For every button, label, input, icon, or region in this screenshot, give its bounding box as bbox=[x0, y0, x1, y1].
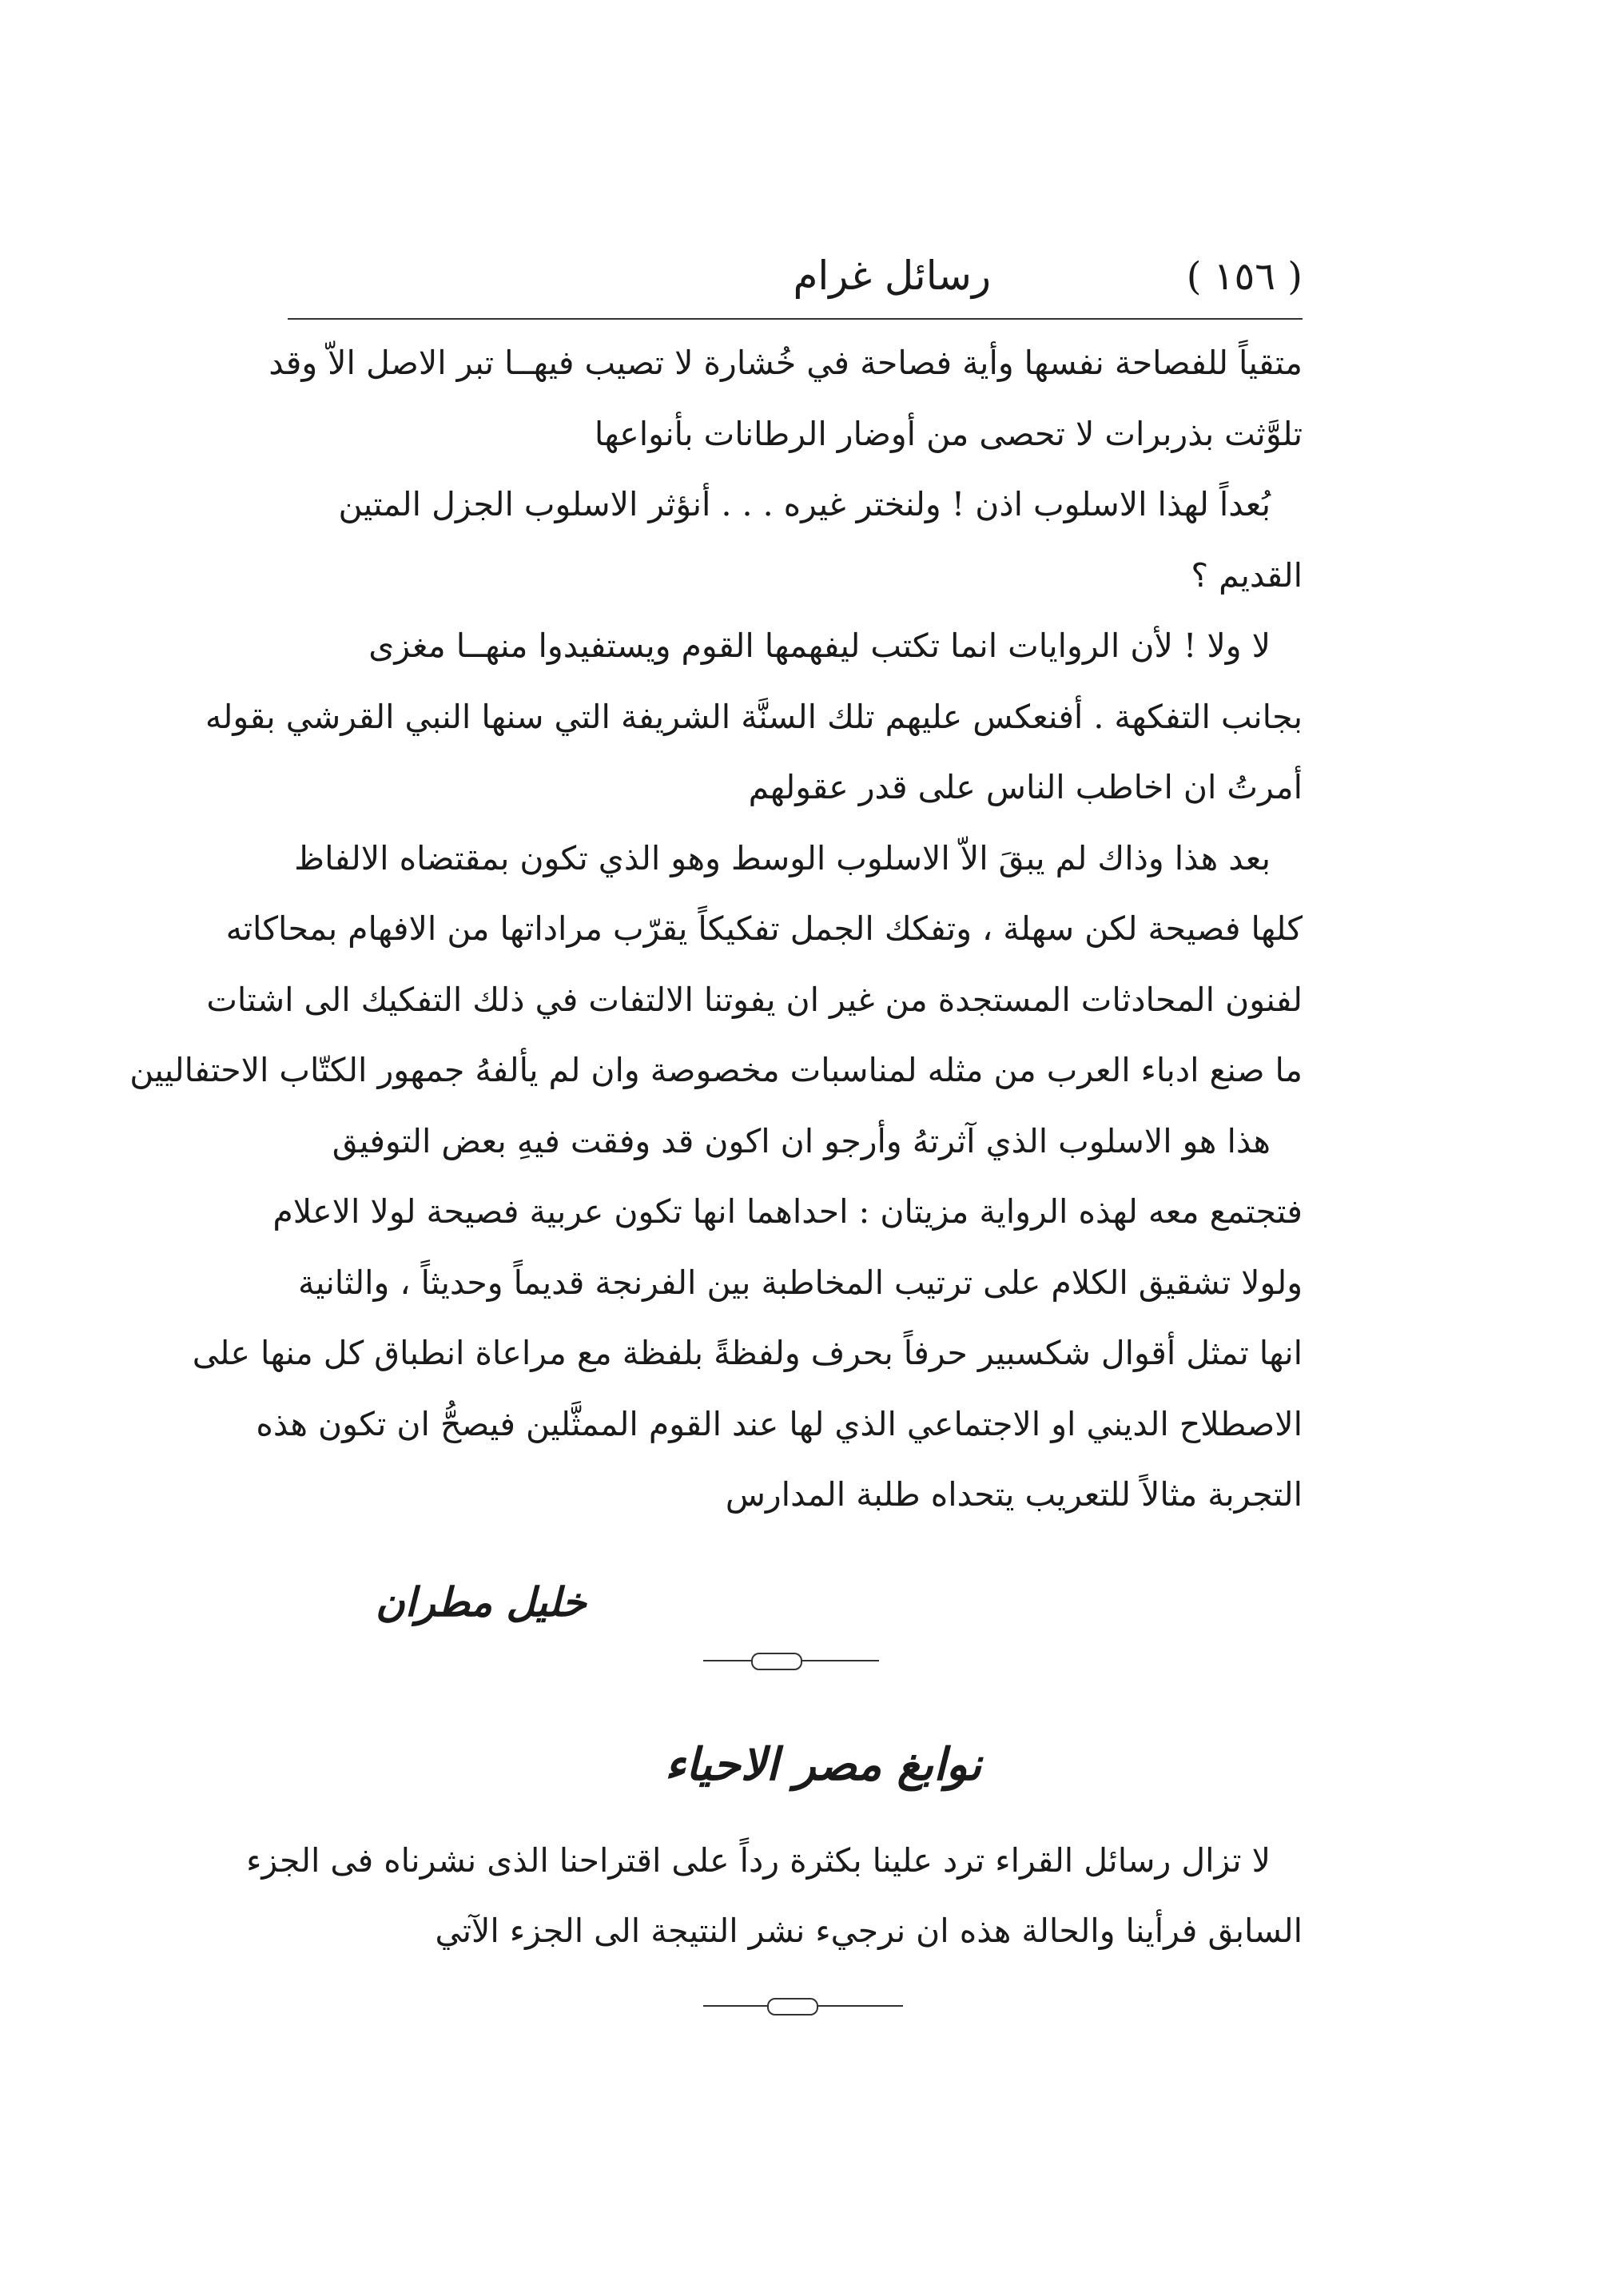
notice-body bbox=[246, 1825, 1303, 1966]
body-line: الاصطلاح الديني او الاجتماعي الذي لها عند القوم الممثَّلين فيصحُّ ان تكون هذه bbox=[256, 1404, 1303, 1443]
author-signature: خليل مطران bbox=[376, 1578, 587, 1626]
body-line: بعد هذا وذاك لم يبقَ الاّ الاسلوب الوسط وهو الذي تكون بمقتضاه الالفاظ bbox=[294, 838, 1271, 877]
body-line: لا ولا ! لأن الروايات انما تكتب ليفهمها القوم ويستفيدوا منهــا مغزى bbox=[368, 627, 1271, 665]
body-line: أمرتُ ان اخاطب الناس على قدر عقولهم bbox=[748, 768, 1303, 806]
header-rule bbox=[288, 318, 1303, 320]
body-line: انها تمثل أقوال شكسبير حرفاً بحرف ولفظةً بلفظة مع مراعاة انطباق كل منها على bbox=[192, 1334, 1303, 1372]
body-line: تلوَّثت بذربرات لا تحصى من أوضار الرطانات بأنواعها bbox=[594, 414, 1303, 453]
body-line: التجربة مثالاً للتعريب يتحداه طلبة المدارس bbox=[725, 1475, 1303, 1514]
page-number: ( ١٥٦ ) bbox=[1186, 254, 1303, 299]
body-line: فتجتمع معه لهذه الرواية مزيتان : احداهما انها تكون عربية فصيحة لولا الاعلام bbox=[272, 1192, 1303, 1231]
body-line: بُعداً لهذا الاسلوب اذن ! ولنختر غيره . . . أنؤثر الاسلوب الجزل المتين bbox=[338, 485, 1271, 523]
body-line: هذا هو الاسلوب الذي آثرتهُ وأرجو ان اكون قد وفقت فيهِ بعض التوفيق bbox=[332, 1121, 1271, 1160]
end-divider-ornament bbox=[703, 1998, 903, 2014]
body-line: القديم ؟ bbox=[1191, 555, 1303, 595]
notice-line: السابق فرأينا والحالة هذه ان نرجيء نشر النتيجة الى الجزء الآتي bbox=[435, 1912, 1303, 1950]
body-line: ما صنع ادباء العرب من مثله لمناسبات مخصوصة وان لم يألفهُ جمهور الكتّاب الاحتفاليين bbox=[129, 1051, 1303, 1089]
article-body bbox=[129, 328, 1303, 1530]
running-head bbox=[288, 254, 1303, 318]
body-line: بجانب التفكهة . أفنعكس عليهم تلك السنَّة الشريفة التي سنها النبي القرشي بقوله bbox=[205, 697, 1303, 736]
header-title: رسائل غرام bbox=[793, 253, 991, 299]
notice-line: لا تزال رسائل القراء ترد علينا بكثرة رداً على اقتراحنا الذى نشرناه فى الجزء bbox=[246, 1841, 1271, 1880]
body-line: متقياً للفصاحة نفسها وأية فصاحة في خُشارة لا تصيب فيهــا تبر الاصل الاّ وقد bbox=[268, 344, 1303, 382]
body-line: لفنون المحادثات المستجدة من غير ان يفوتنا الالتفات في ذلك التفكيك الى اشتات bbox=[206, 980, 1303, 1019]
body-line: كلها فصيحة لكن سهلة ، وتفكك الجمل تفكيكاً يقرّب مراداتها من الافهام بمحاكاته bbox=[225, 909, 1303, 948]
body-line: ولولا تشقيق الكلام على ترتيب المخاطبة بين الفرنجة قديماً وحديثاً ، والثانية bbox=[297, 1263, 1303, 1302]
section-heading: نوابغ مصر الاحياء bbox=[664, 1738, 982, 1791]
section-divider-ornament bbox=[703, 1653, 879, 1669]
